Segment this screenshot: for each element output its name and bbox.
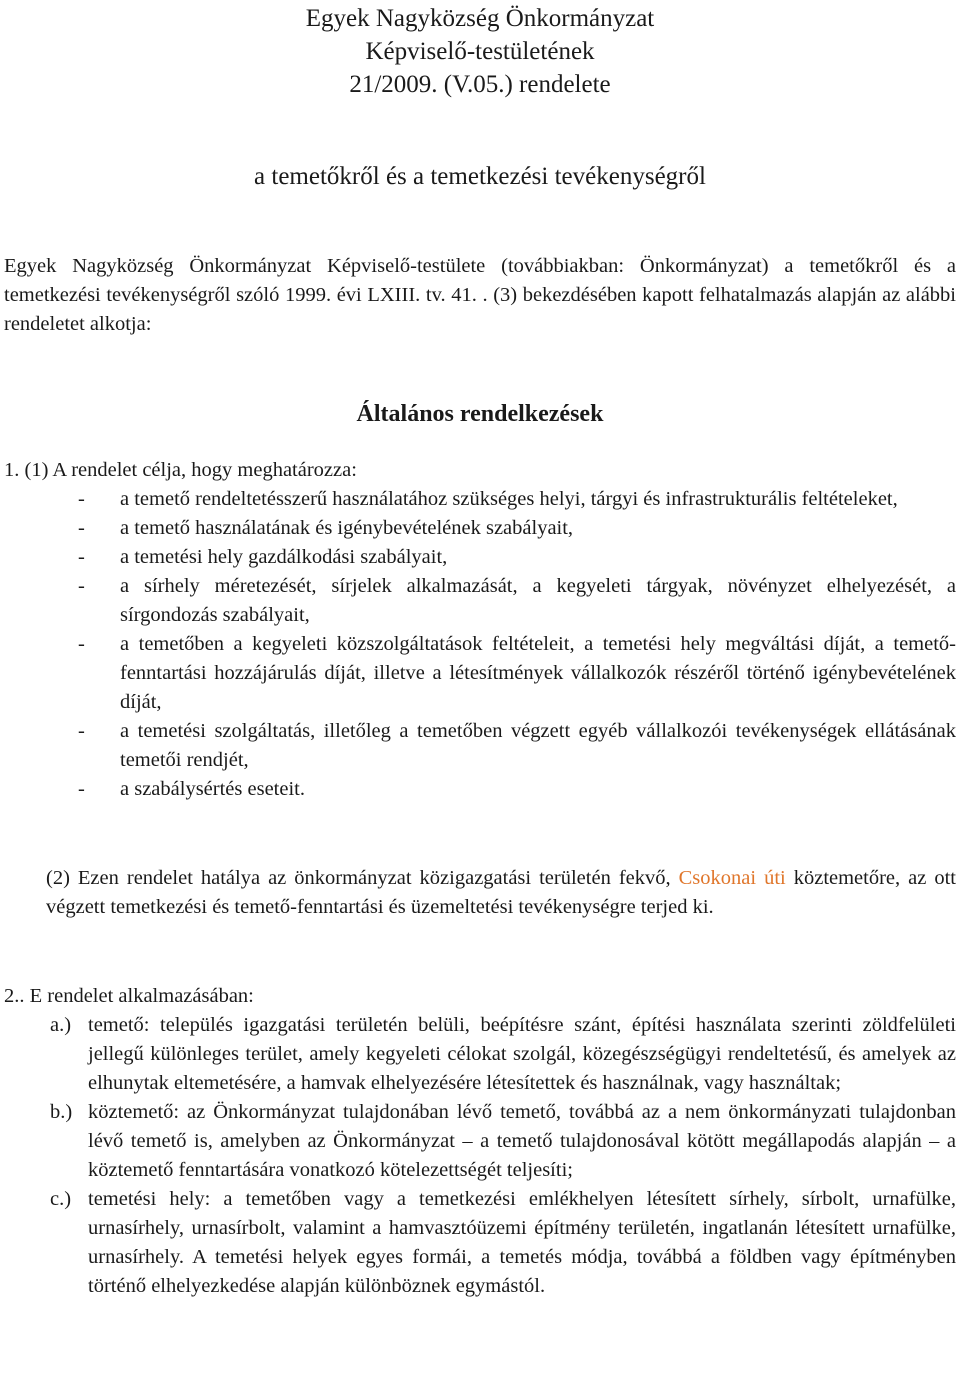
list-dash: - [78, 517, 85, 539]
section-1-lead: 1. (1) A rendelet célja, hogy meghatározza: [4, 459, 357, 481]
list-item-text: a temetési hely gazdálkodási szabályait, [120, 546, 448, 568]
definition-text: temetési hely: a temetőben vagy a temetkezési emlékhelyen létesített sírhely, sírbolt, urnafülke, urnasírhely, urnasírbolt, valamint a hamvasztóüzemi építmény területén, ingatlanán létesített urnafülke, urnasírhely. A temetési helyek egyes formái, a temetés módja, továbbá a földben vagy építményben történő elhelyezkedése alapján különböznek egymástól. [88, 1188, 956, 1297]
section-1 [4, 456, 956, 804]
section-2-lead: 2.. E rendelet alkalmazásában: [4, 985, 254, 1007]
definition-item [4, 1098, 956, 1185]
definition-mark: c.) [50, 1188, 72, 1210]
section-title: Általános rendelkezések [356, 401, 604, 427]
list-dash: - [78, 720, 85, 742]
list-dash: - [78, 488, 85, 510]
list-dash: - [78, 778, 85, 800]
list-item [4, 485, 956, 514]
list-item-text: a temető rendeltetésszerű használatához szükséges helyi, tárgyi és infrastrukturális feltételeket, [120, 488, 898, 510]
list-dash: - [78, 546, 85, 568]
definition-mark: b.) [50, 1101, 73, 1123]
list-item [4, 717, 956, 775]
paragraph-2-end: köztemetőre, az ott végzett temetkezési és temető-fenntartási és üzemeltetési tevékenységre terjed ki. [46, 867, 956, 918]
definition-list [4, 1011, 956, 1301]
paragraph-2-start: (2) Ezen rendelet hatálya az önkormányzat közigazgatási területén fekvő, [46, 867, 679, 889]
header-line-1: Egyek Nagyközség Önkormányzat [305, 5, 655, 32]
list-item-text: a szabálysértés eseteit. [120, 778, 305, 800]
preamble-paragraph: Egyek Nagyközség Önkormányzat Képviselő-testülete (továbbiakban: Önkormányzat) a temetőkről és a temetkezési tevékenységről szóló 1999. évi LXIII. tv. 41. . (3) bekezdésében kapott felhatalmazás alapján az alábbi rendeletet alkotja: [4, 255, 956, 335]
definition-item [4, 1011, 956, 1098]
definition-text: köztemető: az Önkormányzat tulajdonában lévő temető, továbbá az a nem önkormányzati tulajdonban lévő temető is, amelyben az Önkormányzat – a temető tulajdonosával kötött megállapodás alapján – a köztemető fenntartására vonatkozó kötelezettségét teljesíti; [88, 1101, 956, 1181]
document-subject: a temetőkről és a temetkezési tevékenységről [254, 163, 706, 190]
definition-item [4, 1185, 956, 1301]
list-item [4, 630, 956, 717]
list-item-text: a temetési szolgáltatás, illetőleg a temetőben végzett egyéb vállalkozói tevékenységek ellátásának temetői rendjét, [120, 720, 956, 771]
paragraph-2-highlight: Csokonai úti [678, 867, 786, 889]
definition-text: temető: település igazgatási területén belüli, beépítésre szánt, építési használata szerinti zöldfelületi jellegű különleges terület, amely kegyeleti célokat szolgál, közegészségügyi rendeltetésű, és amelyek az elhunytak eltemetésére, a hamvak elhelyezésére létesítettek és használnak, vagy használtak; [88, 1014, 956, 1094]
definition-mark: a.) [50, 1014, 72, 1036]
section-1-list [4, 485, 956, 804]
list-item-text: a sírhely méretezését, sírjelek alkalmazását, a kegyeleti tárgyak, növényzet elhelyezését, a sírgondozás szabályait, [120, 575, 956, 626]
document-header [0, 2, 960, 101]
list-dash: - [78, 633, 85, 655]
list-item-text: a temetőben a kegyeleti közszolgáltatások feltételeit, a temetési hely megváltási díját, a temető-fenntartási hozzájárulás díját, illetve a létesítmények vállalkozók részéről történő igénybevételének díját, [120, 633, 956, 713]
list-dash: - [78, 575, 85, 597]
header-line-2: Képviselő-testületének [365, 38, 595, 65]
header-line-3: 21/2009. (V.05.) rendelete [349, 71, 611, 98]
list-item [4, 572, 956, 630]
list-item-text: a temető használatának és igénybevételének szabályait, [120, 517, 574, 539]
list-item [4, 775, 956, 804]
list-item [4, 543, 956, 572]
list-item [4, 514, 956, 543]
section-1-paragraph-2 [46, 864, 956, 922]
section-2 [4, 982, 956, 1301]
